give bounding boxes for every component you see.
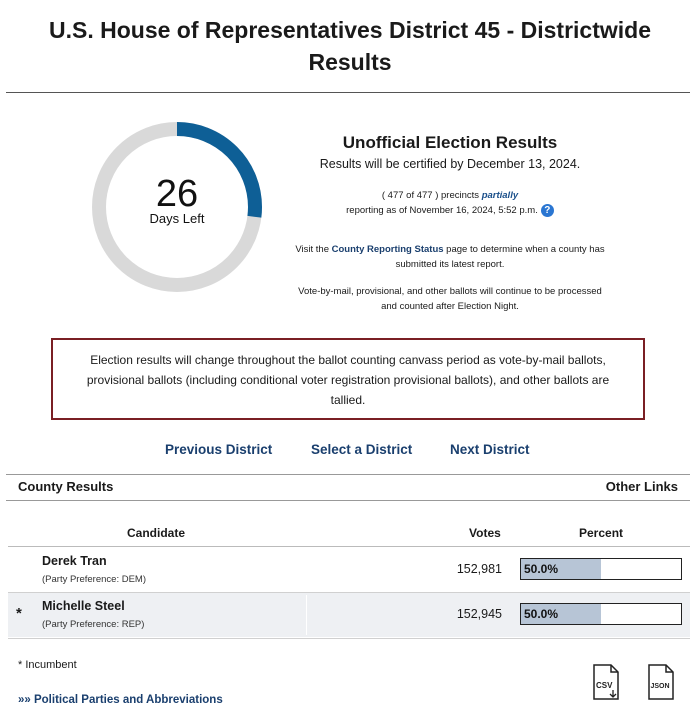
county-reporting-note xyxy=(290,242,610,272)
section-bottom-rule xyxy=(6,500,690,501)
days-left-count: 26 xyxy=(155,173,199,215)
table-header-rule xyxy=(8,546,690,547)
title-divider xyxy=(6,92,690,93)
table-row xyxy=(8,593,690,637)
vote-count: 152,945 xyxy=(456,607,502,621)
candidate-column-header: Candidate xyxy=(127,526,186,540)
select-district-link[interactable]: Select a District xyxy=(311,442,413,457)
reporting-timestamp: reporting as of November 16, 2024, 5:52 p.m. xyxy=(346,205,538,216)
party-preference: (Party Preference: REP) xyxy=(42,619,145,630)
incumbent-note: * Incumbent xyxy=(18,659,77,671)
county-reporting-status-link[interactable]: County Reporting Status xyxy=(331,244,444,255)
vote-by-mail-note: Vote-by-mail, provisional, and other ballots will continue to be processed and counted after Election Night. xyxy=(298,286,602,312)
precincts-reporting xyxy=(290,188,610,218)
district-navigation xyxy=(0,442,700,460)
incumbent-marker: * xyxy=(16,605,22,622)
political-parties-link[interactable]: »» Political Parties and Abbreviations xyxy=(18,694,223,706)
percent-bar xyxy=(520,558,682,580)
county-results-link[interactable]: County Results xyxy=(18,479,114,494)
percent-value: 50.0% xyxy=(524,607,559,621)
other-links-link[interactable]: Other Links xyxy=(605,479,678,494)
precincts-count: ( 477 of 477 ) precincts xyxy=(381,190,482,201)
page-title-line1: U.S. House of Representatives District 45 - Districtwide xyxy=(48,17,651,43)
certification-date: Results will be certified by December 13, 2024. xyxy=(319,157,581,171)
previous-district-link[interactable]: Previous District xyxy=(165,442,273,457)
column-divider xyxy=(306,595,307,635)
next-district-link[interactable]: Next District xyxy=(450,442,530,457)
days-left-label: Days Left xyxy=(149,211,205,226)
question-circle-icon[interactable]: ? xyxy=(541,204,554,217)
percent-bar xyxy=(520,603,682,625)
page-title xyxy=(0,14,700,78)
table-bottom-rule xyxy=(8,638,690,639)
days-left-ring xyxy=(90,120,264,294)
results-status xyxy=(290,132,610,314)
json-icon-label: JSON xyxy=(650,683,670,690)
vote-count: 152,981 xyxy=(456,562,502,576)
csv-icon-label: CSV xyxy=(596,681,613,690)
precincts-status: partially xyxy=(481,190,519,201)
percent-column-header: Percent xyxy=(579,526,624,540)
party-preference: (Party Preference: DEM) xyxy=(42,574,146,585)
page-title-line2: Results xyxy=(308,49,392,75)
votes-column-header: Votes xyxy=(469,526,501,540)
candidate-name: Derek Tran xyxy=(42,554,107,568)
visit-suffix: page to determine when a county has submitted its latest report. xyxy=(395,244,605,270)
visit-prefix: Visit the xyxy=(295,244,332,255)
candidate-name: Michelle Steel xyxy=(42,599,125,613)
status-title: Unofficial Election Results xyxy=(342,133,558,152)
percent-value: 50.0% xyxy=(524,562,559,576)
section-top-rule xyxy=(6,474,690,475)
json-download-icon[interactable] xyxy=(647,664,675,700)
table-row xyxy=(8,548,690,592)
csv-download-icon[interactable] xyxy=(592,664,620,700)
results-change-notice: Election results will change throughout the ballot counting canvass period as vote-by-mail ballots, provisional ballots (including conditional voter registration provisional ballots), and other ballots are tallied. xyxy=(51,338,645,420)
